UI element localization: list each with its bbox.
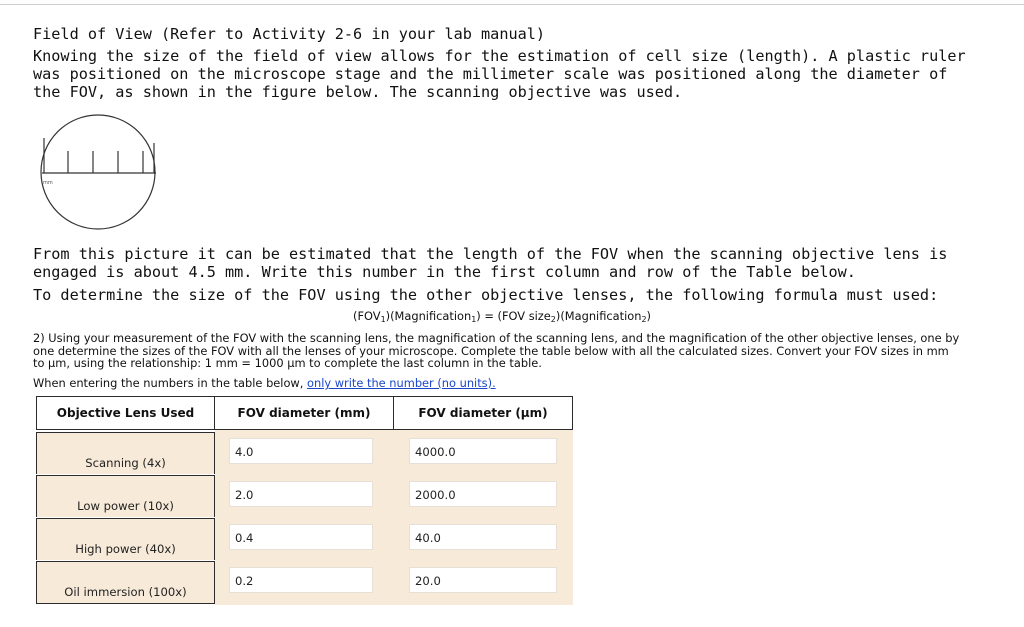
top-divider xyxy=(0,4,1024,5)
fov-um-input-high-power[interactable]: 40.0 xyxy=(409,524,557,550)
intro-paragraph: Knowing the size of the field of view allows for the estimation of cell size (length). A plastic ruler was positioned on the microscope stage and the millimeter scale was positioned along the diameter of the FOV, as shown in the figure below. The scanning objective was used. xyxy=(33,47,966,101)
scale-label: mm xyxy=(43,180,53,186)
lens-label-low-power: Low power (10x) xyxy=(36,476,215,517)
fov-mm-input-high-power[interactable]: 0.4 xyxy=(229,524,373,550)
fov-mm-input-scanning[interactable]: 4.0 xyxy=(229,438,373,464)
fov-mm-input-oil-immersion[interactable]: 0.2 xyxy=(229,567,373,593)
fov-circle xyxy=(41,115,155,229)
entry-note: When entering the numbers in the table below, only write the number (no units). xyxy=(33,376,496,390)
fov-um-input-oil-immersion[interactable]: 20.0 xyxy=(409,567,557,593)
fov-formula: $(FOV_1)(Magnification_1) = (FOV$ size$_2$)(Magnification$_2$) xyxy=(353,309,651,324)
header-fov-mm: FOV diameter (mm) xyxy=(214,396,394,430)
lens-label-oil-immersion: Oil immersion (100x) xyxy=(36,562,215,603)
fov-um-input-low-power[interactable]: 2000.0 xyxy=(409,481,557,507)
row-divider xyxy=(36,603,215,604)
header-objective-lens: Objective Lens Used xyxy=(36,396,215,430)
lens-label-scanning: Scanning (4x) xyxy=(36,433,215,474)
lens-label-high-power: High power (40x) xyxy=(36,519,215,560)
section-title: Field of View (Refer to Activity 2-6 in your lab manual) xyxy=(33,25,546,43)
fov-ruler-figure xyxy=(36,113,160,233)
no-units-link[interactable]: only write the number (no units). xyxy=(307,376,496,390)
formula-intro: To determine the size of the FOV using the other objective lenses, the following formula must used: xyxy=(33,286,939,304)
instruction-paragraph: 2) Using your measurement of the FOV with the scanning lens, the magnification of the scanning lens, and the magnification of the other objective lenses, one by one determine the sizes of the FOV with all the lenses of your microscope. Complete the table below with all the calculated sizes. Convert your FOV sizes in mm to µm, using the relationship: 1 mm = 1000 µm to complete the last column in the table. xyxy=(33,331,960,370)
estimate-paragraph: From this picture it can be estimated that the length of the FOV when the scanning objective lens is engaged is about 4.5 mm. Write this number in the first column and row of the Table below. xyxy=(33,245,948,281)
header-fov-um: FOV diameter (µm) xyxy=(393,396,573,430)
fov-mm-input-low-power[interactable]: 2.0 xyxy=(229,481,373,507)
fov-um-input-scanning[interactable]: 4000.0 xyxy=(409,438,557,464)
